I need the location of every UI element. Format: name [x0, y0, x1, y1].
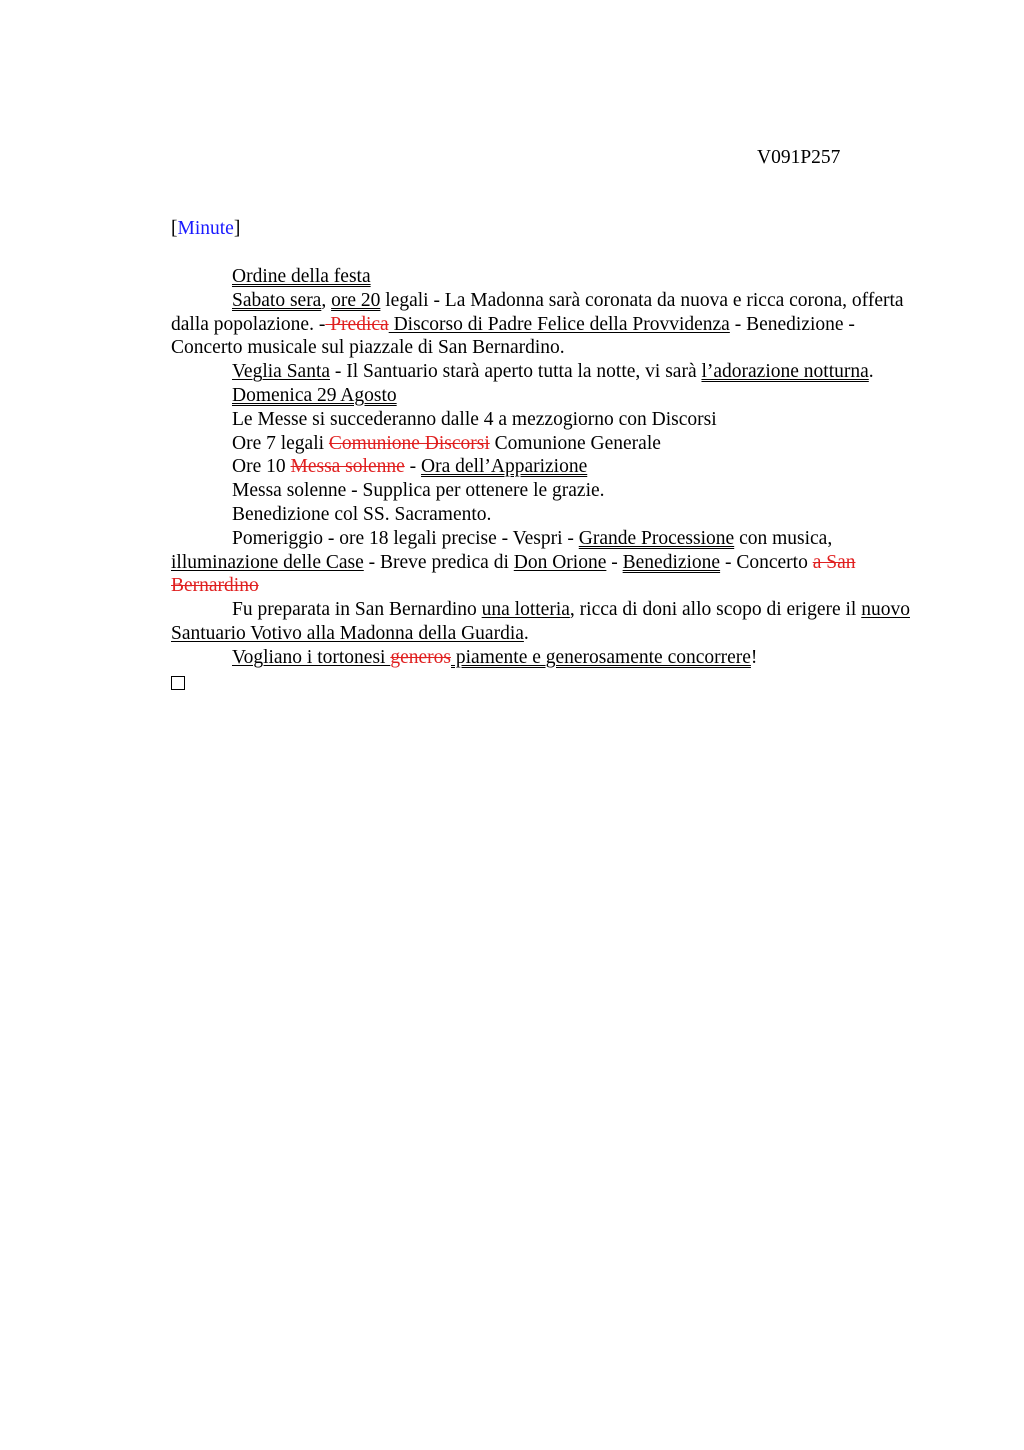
veglia-santa: Veglia Santa: [232, 361, 331, 383]
tag-label: Minute: [177, 218, 234, 239]
ore-20: ore 20: [331, 289, 381, 311]
document-body: [171, 265, 921, 696]
domenica-heading: Domenica 29 Agosto: [232, 384, 397, 406]
piamente-concorrere: piamente e generosamente concorrere: [451, 646, 751, 668]
festa-title-line: [171, 265, 921, 289]
deleted-predica: Predica: [325, 313, 389, 335]
ora-apparizione: Ora dell’Apparizione: [421, 456, 588, 478]
una-lotteria: una lotteria: [481, 599, 570, 621]
discorso-padre-felice: Discorso di Padre Felice della Provvidenza: [388, 313, 730, 335]
messe-line: Le Messe si succederanno dalle 4 a mezzogiorno con Discorsi: [232, 408, 717, 430]
grande-processione: Grande Processione: [578, 527, 735, 549]
minute-tag: [171, 217, 240, 241]
deleted-generos: generos: [390, 646, 451, 668]
deleted-a-san-bernardino: a San Bernardino: [171, 551, 856, 597]
tag-open-bracket: [: [171, 218, 178, 239]
messa-solenne-line: Messa solenne - Supplica per ottenere le grazie.: [232, 480, 605, 502]
empty-checkbox-icon: [171, 670, 921, 697]
festa-title: Ordine della festa: [232, 266, 371, 287]
reference-code: V091P257: [757, 147, 841, 168]
paragraph-vogliano: Vogliano i tortonesi generos piamente e generosamente concorrere!: [232, 646, 758, 668]
tag-close-bracket: ]: [233, 218, 241, 239]
adorazione-notturna: l’adorazione notturna: [701, 361, 869, 383]
benedizione-ss-line: Benedizione col SS. Sacramento.: [232, 503, 492, 525]
deleted-comunione-discorsi: Comunione Discorsi: [328, 432, 490, 454]
vogliano-tortonesi: Vogliano i tortonesi: [232, 646, 391, 668]
illuminazione-case: illuminazione delle Case: [171, 551, 364, 573]
paragraph-veglia: Veglia Santa - Il Santuario starà aperto tutta la notte, vi sarà l’adorazione notturna.: [232, 361, 874, 383]
paragraph-lotteria: Fu preparata in San Bernardino una lotteria, ricca di doni allo scopo di erigere il nuovo Santuario Votivo alla Madonna della Guardia.: [171, 599, 910, 644]
ore-7-line: Ore 7 legali Comunione Discorsi Comunione Generale: [232, 432, 661, 454]
paragraph-sabato: Sabato sera, ore 20 legali - La Madonna sarà coronata da nuova e ricca corona, offerta dalla popolazione. - Predica Discorso di Padre Felice della Provvidenza - Benedizione - Concerto musicale sul piazzale di San Bernardino.: [171, 289, 904, 359]
deleted-messa-solenne: Messa solenne: [290, 456, 405, 478]
sabato-sera: Sabato sera: [232, 289, 322, 311]
paragraph-pomeriggio: Pomeriggio - ore 18 legali precise - Vespri - Grande Processione con musica, illuminazione delle Case - Breve predica di Don Orione - Benedizione - Concerto a San Bernardino: [171, 527, 856, 597]
don-orione: Don Orione: [513, 551, 607, 573]
domenica-heading-line: [171, 384, 921, 408]
ore-10-line: Ore 10 Messa solenne - Ora dell’Apparizione: [232, 456, 588, 478]
benedizione: Benedizione: [622, 551, 721, 573]
nuovo-santuario: nuovo Santuario Votivo alla Madonna della Guardia: [171, 599, 910, 644]
